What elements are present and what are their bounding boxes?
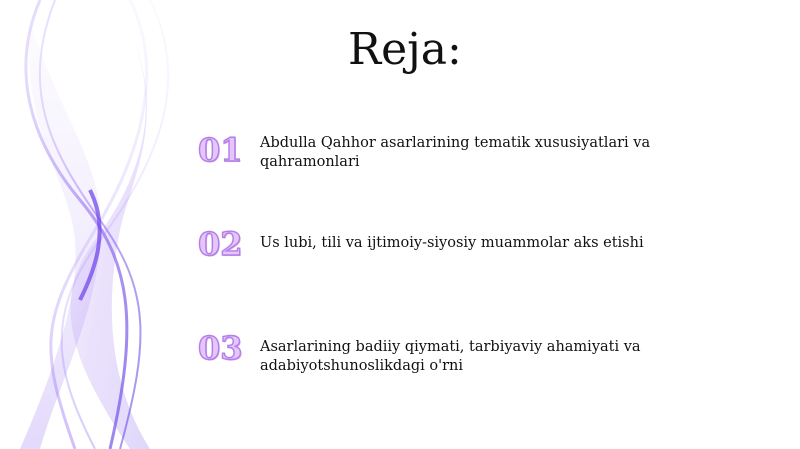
list-item <box>0 330 800 390</box>
list-item <box>0 132 800 192</box>
item-number: 02 <box>198 225 243 263</box>
item-number: 01 <box>198 131 243 169</box>
item-number: 03 <box>198 329 243 367</box>
item-text: Asarlarining badiiy qiymati, tarbiyaviy ahamiyati va adabiyotshunoslikdagi o'rni <box>260 339 641 374</box>
item-text: Us lubi, tili va ijtimoiy-siyosiy muammolar aks etishi <box>260 235 644 251</box>
slide-title: Reja: <box>348 24 462 75</box>
item-text: Abdulla Qahhor asarlarining tematik xususiyatlari va qahramonlari <box>260 135 651 170</box>
list-item <box>0 226 800 286</box>
